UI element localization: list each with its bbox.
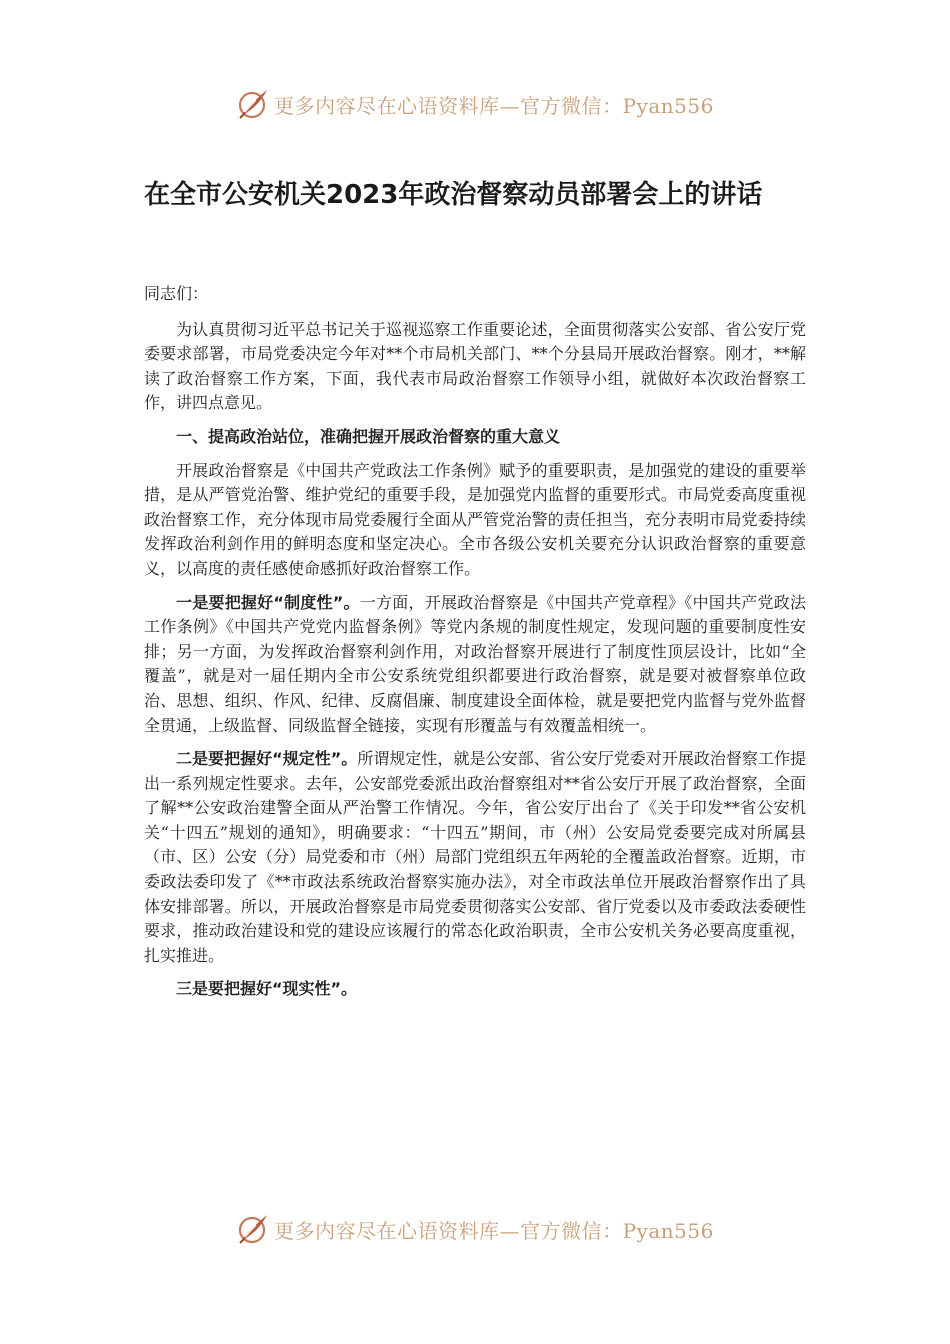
paragraph-text-institutional: 一方面，开展政治督察是《中国共产党章程》《中国共产党政法工作条例》《中国共产党党内监督条例》等党内条规的制度性规定，发现问题的重要制度性安排；另一方面，为发挥政治督察利剑作用，对政治督察开展进行了制度性顶层设计，比如“全覆盖”，就是对一届任期内全市公安系统党组织都要进行政治督察，就是要对被督察单位政治、思想、组织、作风、纪律、反腐倡廉、制度建设全面体检，就是要把党内监督与党外监督全贯通，上级监督、同级监督全链接，实现有形覆盖与有效覆盖相统一。 bbox=[144, 592, 806, 735]
watermark-text: 更多内容尽在心语资料库—官方微信：Pyan556 bbox=[274, 93, 714, 118]
watermark-banner-top bbox=[0, 84, 950, 124]
document-body bbox=[144, 282, 806, 1011]
section-heading-1: 一、提高政治站位，准确把握开展政治督察的重大意义 bbox=[176, 426, 561, 446]
watermark-banner-bottom bbox=[0, 1209, 950, 1249]
salutation: 同志们： bbox=[144, 284, 209, 303]
paragraph-significance: 开展政治督察是《中国共产党政法工作条例》赋予的重要职责，是加强党的建设的重要举措，是从严管党治警、维护党纪的重要手段，是加强党内监督的重要形式。市局党委高度重视政治督察工作，充分体现市局党委履行全面从严管党治警的责任担当，充分表明市局党委持续发挥政治利剑作用的鲜明态度和坚定决心。全市各级公安机关要充分认识政治督察的重要意义，以高度的责任感使命感抓好政治督察工作。 bbox=[144, 460, 806, 578]
quill-logo-icon bbox=[236, 1212, 270, 1246]
paragraph-regulatory bbox=[144, 747, 806, 968]
paragraph-lead-regulatory: 二是要把握好“规定性”。 bbox=[176, 749, 358, 769]
watermark-text: 更多内容尽在心语资料库—官方微信：Pyan556 bbox=[274, 1218, 714, 1243]
quill-logo-icon bbox=[236, 87, 270, 121]
paragraph-reality bbox=[144, 977, 806, 1002]
paragraph-intro: 为认真贯彻习近平总书记关于巡视巡察工作重要论述，全面贯彻落实公安部、省公安厅党委要求部署，市局党委决定今年对**个市局机关部门、**个分县局开展政治督察。刚才，**解读了政治督察工作方案，下面，我代表市局政治督察工作领导小组，就做好本次政治督察工作，讲四点意见。 bbox=[144, 319, 806, 413]
document-title: 在全市公安机关2023年政治督察动员部署会上的讲话 bbox=[144, 180, 763, 210]
paragraph-lead-institutional: 一是要把握好“制度性”。 bbox=[176, 592, 360, 612]
paragraph-text-regulatory: 所谓规定性，就是公安部、省公安厅党委对开展政治督察工作提出一系列规定性要求。去年，公安部党委派出政治督察组对**省公安厅开展了政治督察，全面了解**公安政治建警全面从严治警工作情况。今年，省公安厅出台了《关于印发**省公安机关“十四五”规划的通知》，明确要求：“十四五”期间，市（州）公安局党委要完成对所属县（市、区）公安（分）局党委和市（州）局部门党组织五年两轮的全覆盖政治督察。近期，市委政法委印发了《**市政法系统政治督察实施办法》，对全市政法单位开展政治督察作出了具体安排部署。所以，开展政治督察是市局党委贯彻落实公安部、省厅党委以及市委政法委硬性要求，推动政治建设和党的建设应该履行的常态化政治职责，全市公安机关务必要高度重视，扎实推进。 bbox=[144, 749, 806, 965]
paragraph-lead-reality: 三是要把握好“现实性”。 bbox=[176, 979, 358, 999]
paragraph-institutional bbox=[144, 591, 806, 739]
